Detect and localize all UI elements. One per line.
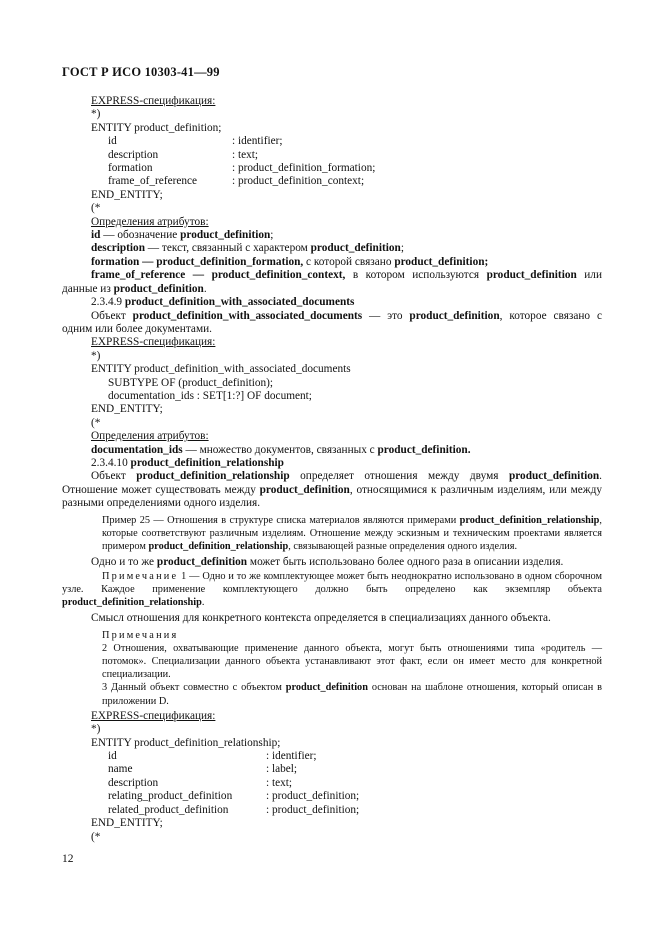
code-line: *)	[91, 108, 101, 121]
code-line: END_ENTITY;	[91, 403, 163, 416]
section-heading: 2.3.4.9 product_definition_with_associated_documents	[91, 296, 355, 309]
note: 2 Отношения, охватывающие применение данного объекта, могут быть отношениями типа «родитель — потомок». Специализации данного объекта устанавливают этот факт, если он имеет место для конкретной специализации.	[102, 642, 602, 681]
attr-row: description : text;	[108, 148, 259, 161]
code-line: ENTITY product_definition;	[91, 121, 222, 134]
attr-row: id : identifier;	[108, 135, 283, 148]
section-heading: 2.3.4.10 product_definition_relationship	[91, 456, 284, 469]
page-content	[62, 95, 602, 844]
paragraph: Одно и то же product_definition может быть использовано более одного раза в описании изделия.	[91, 556, 564, 569]
paragraph: Объект product_definition_with_associated_documents — это product_definition, которое связано с одним или более документами.	[62, 309, 602, 335]
code-line: documentation_ids : SET[1:?] OF document;	[108, 389, 312, 402]
code-line: (*	[91, 416, 101, 429]
definition: id — обозначение product_definition;	[91, 229, 274, 242]
attr-row: relating_product_definition : product_definition;	[108, 790, 360, 803]
code-line: ENTITY product_definition_relationship;	[91, 736, 281, 749]
attr-row: formation : product_definition_formation;	[108, 162, 376, 175]
notes	[62, 629, 602, 708]
attr-row: frame_of_reference : product_definition_context;	[108, 175, 365, 188]
code-line: ENTITY product_definition_with_associated_documents	[91, 363, 351, 376]
defs-label: Определения атрибутов:	[91, 215, 209, 228]
page-header: ГОСТ Р ИСО 10303-41—99	[62, 65, 220, 79]
express-label: EXPRESS-спецификация:	[91, 95, 216, 107]
code-line: SUBTYPE OF (product_definition);	[108, 376, 274, 389]
definition: frame_of_reference — product_definition_context, в котором используются product_definition или данные из product_definition.	[62, 269, 602, 295]
paragraph: Объект product_definition_relationship определяет отношения между двумя product_definition. Отношение может существовать между product_definition, относящимися к различным изделиям, или между разными определениями одного изделия.	[62, 470, 602, 510]
code-line: (*	[91, 202, 101, 215]
code-line: *)	[91, 723, 101, 736]
attr-row: description : text;	[108, 776, 293, 789]
code-line: (*	[91, 830, 101, 843]
code-line: END_ENTITY;	[91, 188, 163, 201]
example: Пример 25 — Отношения в структуре списка материалов являются примерами product_definition_relationship, которые соответствуют различным изделиям. Отношение между эскизным и техническим проектами является примером product_definition_relationship, связывающей разные определения одного изделия.	[102, 514, 602, 552]
page-number: 12	[62, 853, 74, 865]
express-label: EXPRESS-спецификация:	[91, 709, 216, 722]
notes-label: Примечания	[102, 629, 179, 641]
express-label: EXPRESS-спецификация:	[91, 336, 216, 349]
definition: documentation_ids — множество документов, связанных с product_definition.	[91, 443, 471, 456]
code-line: *)	[91, 349, 101, 362]
attr-row: related_product_definition : product_definition;	[108, 803, 360, 816]
definition: description — текст, связанный с характером product_definition;	[91, 242, 404, 255]
note: 3 Данный объект совместно с объектом product_definition основан на шаблоне отношения, который описан в приложении D.	[102, 682, 602, 707]
definition: formation — product_definition_formation, с которой связано product_definition;	[91, 255, 489, 268]
attr-row: id : identifier;	[108, 750, 317, 763]
paragraph: Смысл отношения для конкретного контекста определяется в специализациях данного объекта.	[91, 612, 551, 625]
note: Примечание 1 — Одно и то же комплектующее может быть неоднократно использовано в одном сборочном узле. Каждое применение комплектующего должно быть определено как экземпляр объекта product_definition_relationship.	[62, 570, 602, 609]
defs-label: Определения атрибутов:	[91, 430, 209, 443]
code-line: END_ENTITY;	[91, 817, 163, 830]
attr-row: name : label;	[108, 763, 298, 776]
